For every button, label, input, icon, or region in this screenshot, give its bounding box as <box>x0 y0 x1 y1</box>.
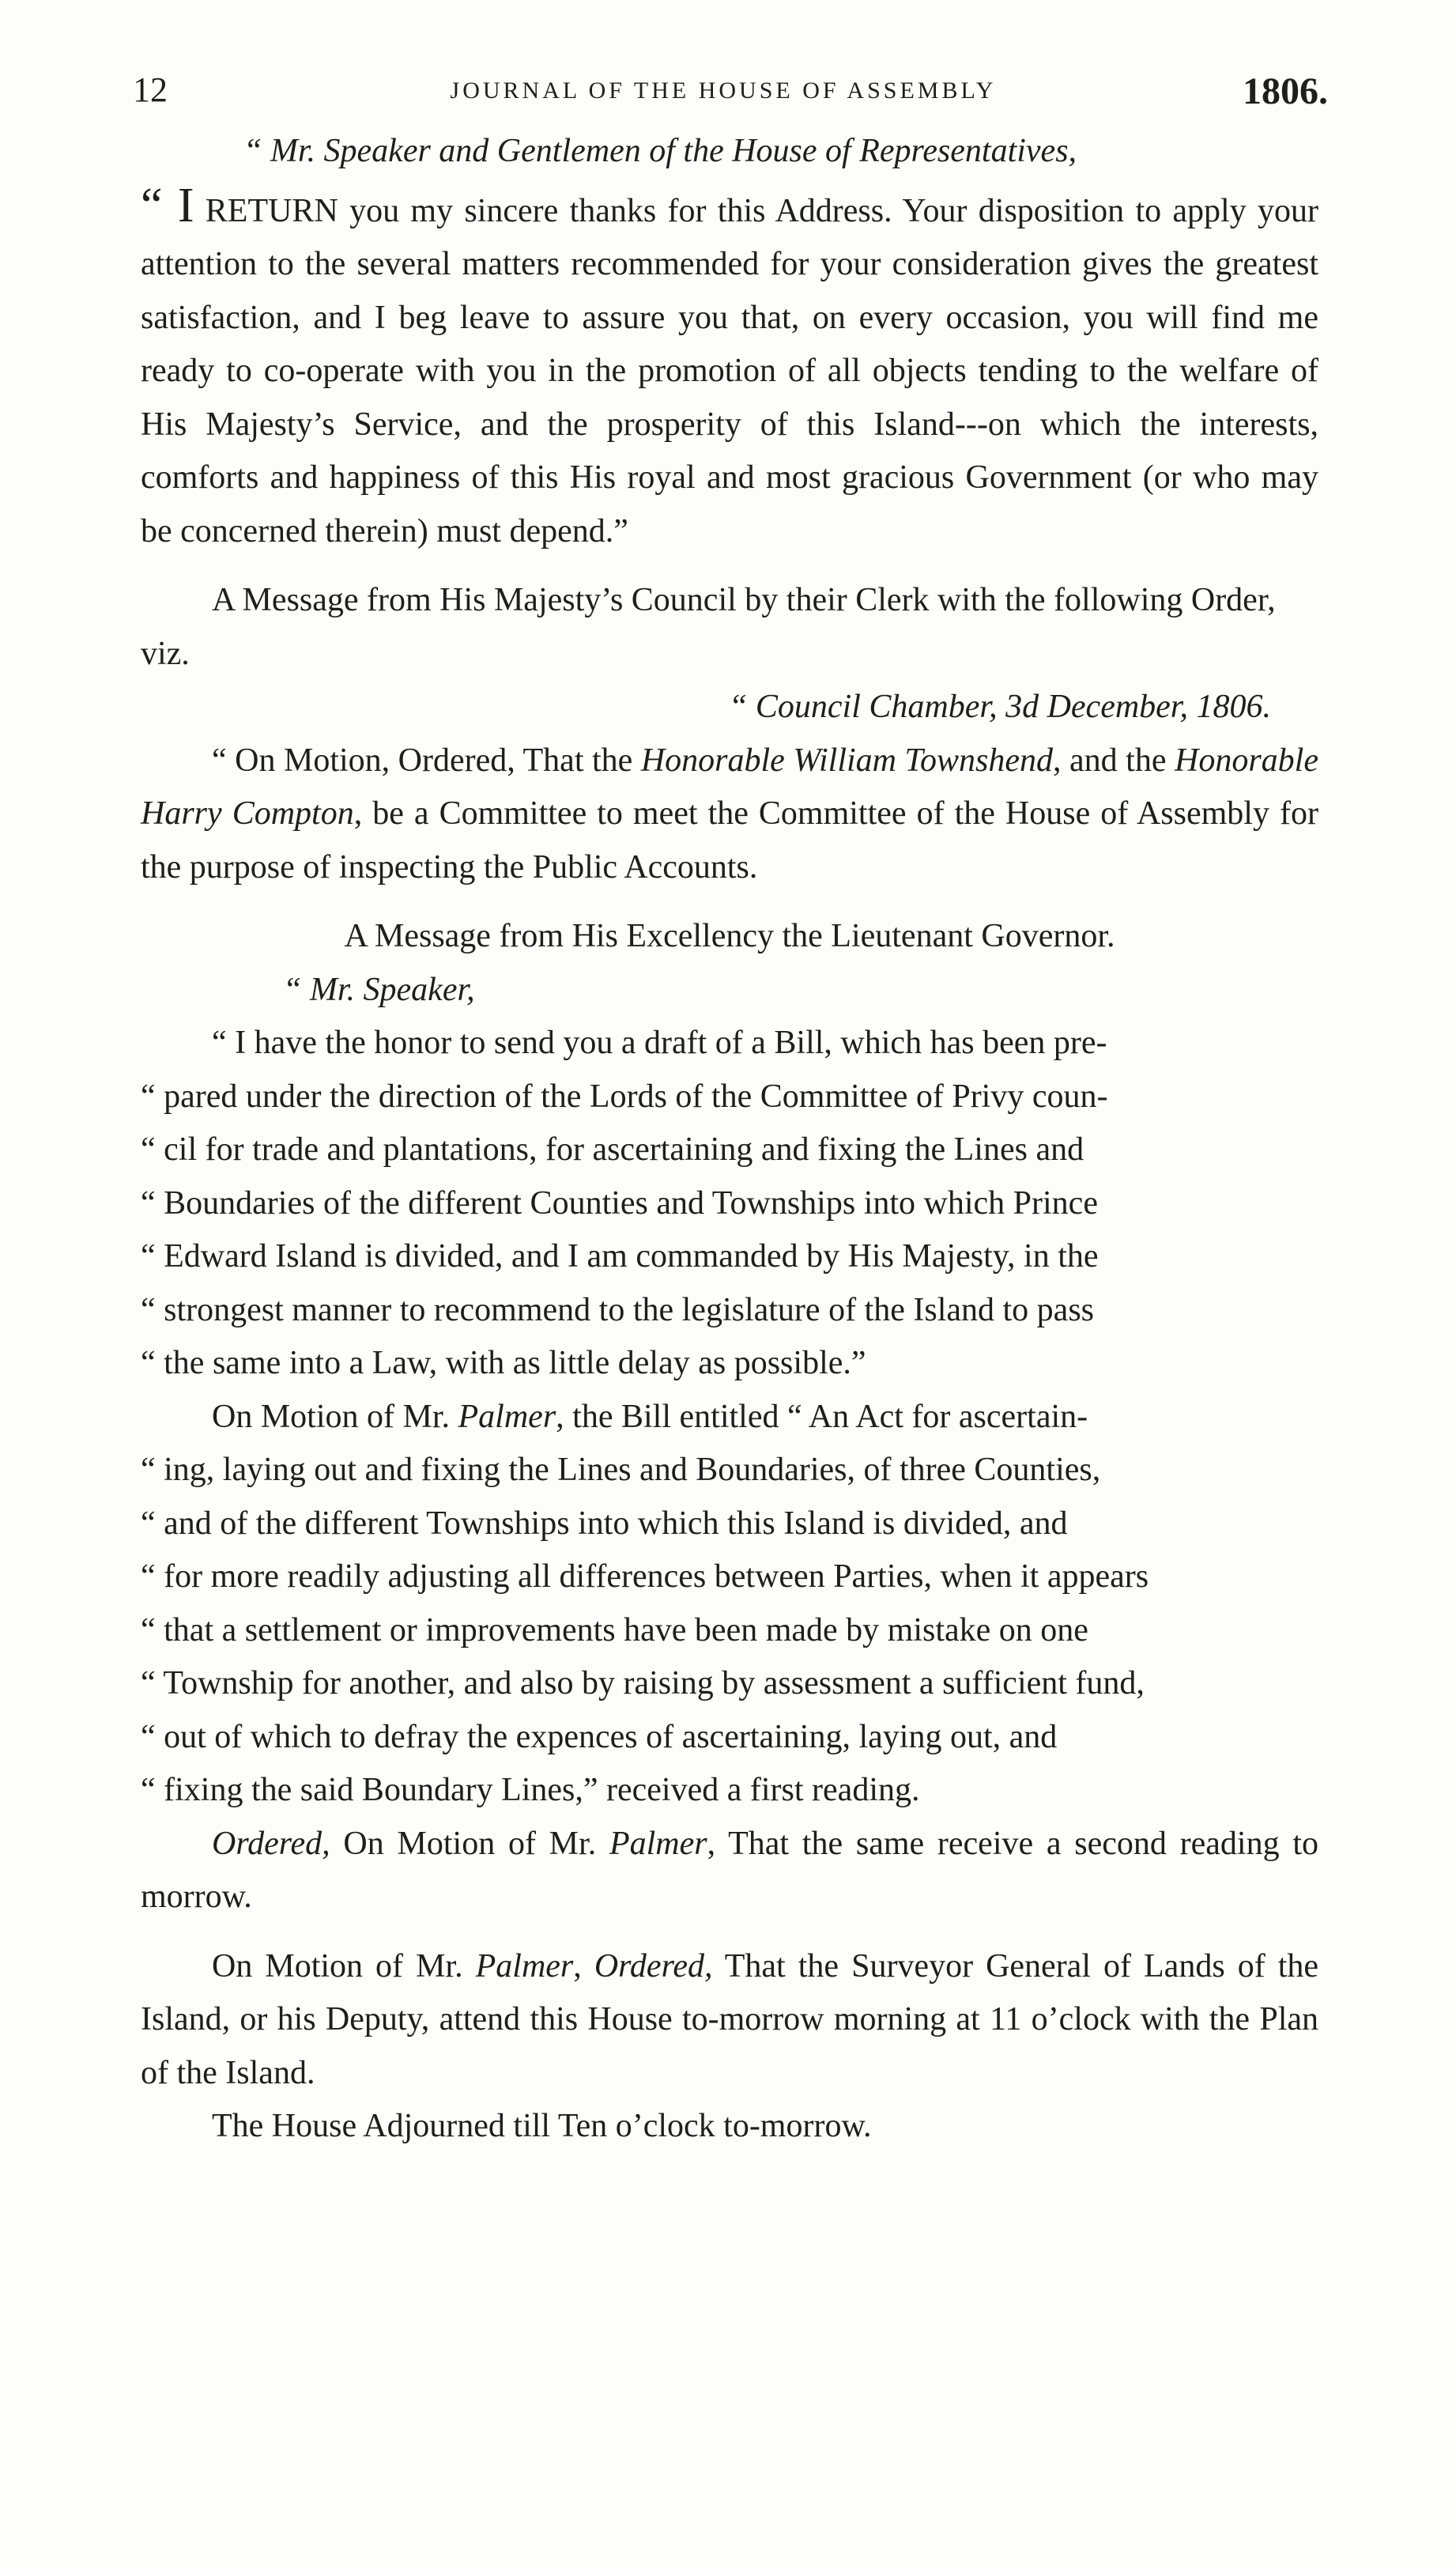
bill-line: “ fixing the said Boundary Lines,” received a first reading. <box>141 1772 920 1808</box>
council-message-intro: A Message from His Majesty’s Council by their Clerk with the following Order, viz. <box>141 582 1276 672</box>
reply-dropcap: “ I <box>141 178 194 232</box>
page-header <box>119 70 1328 117</box>
council-order-pre: “ On Motion, Ordered, That the <box>212 742 641 779</box>
bill-title-start: , the Bill entitled “ An Act for ascertain- <box>556 1398 1088 1435</box>
second-reading-post: , That the same receive a second reading to morrow. <box>141 1825 1319 1915</box>
bill-motion-pre: On Motion of Mr. <box>212 1398 458 1435</box>
governor-message-intro: A Message from His Excellency the Lieutenant Governor. <box>344 918 1115 954</box>
ordered-label: Ordered, <box>594 1947 713 1985</box>
surveyor-pre: On Motion of Mr. <box>212 1947 476 1985</box>
member-name: Palmer <box>475 1947 574 1985</box>
bill-line: “ Township for another, and also by raising by assessment a sufficient fund, <box>141 1665 1145 1701</box>
running-title: JOURNAL OF THE HOUSE OF ASSEMBLY <box>450 77 997 104</box>
header-year: 1806. <box>1243 70 1328 112</box>
reply-salutation: “ Mr. Speaker and Gentlemen of the House of Representatives, <box>243 133 1077 169</box>
governor-line: “ I have the honor to send you a draft of a Bill, which has been pre- <box>212 1025 1107 1061</box>
surveyor-post: That the Surveyor General of Lands of the Island, or his Deputy, attend this House to-morrow morning at 11 o’clock with the Plan of the Island. <box>141 1947 1319 2091</box>
member-name: Palmer <box>458 1398 556 1435</box>
council-order-post: , be a Committee to meet the Committee of the House of Assembly for the purpose of inspecting the Public Accounts. <box>141 795 1318 886</box>
governor-line: “ Boundaries of the different Counties and Townships into which Prince <box>141 1184 1098 1222</box>
second-reading-pre: On Motion of Mr. <box>330 1825 609 1862</box>
governor-line: “ the same into a Law, with as little delay as possible.” <box>141 1345 866 1381</box>
reply-text: RETURN you my sincere thanks for this Address. Your disposition to apply your attention to the several matters recommended for your consideration gives the greatest satisfaction, and I beg leave to assure you that, on every occasion, you will find me ready to co-operate with you in the promotion of all objects tending to the welfare of His Majesty’s Service, and the prosperity of this Island---on which the interests, comforts and happiness of this His royal and most gracious Government (or who may be concerned therein) must depend.” <box>141 192 1319 549</box>
bill-line <box>141 1391 1318 1444</box>
governor-line: “ strongest manner to recommend to the legislature of the Island to pass <box>141 1291 1095 1328</box>
bill-line: “ ing, laying out and fixing the Lines and Boundaries, of three Counties, <box>141 1452 1101 1488</box>
governor-line: “ pared under the direction of the Lords of the Committee of Privy coun- <box>141 1078 1108 1115</box>
council-member-1: Honorable William Townshend <box>640 742 1054 779</box>
surveyor-order: On Motion of Mr. Palmer, Ordered, That the Surveyor General of Lands of the Island, or his Deputy, attend this House to-morrow morning at 11 o’clock with the Plan of the Island. <box>141 1947 1319 2091</box>
member-name: Palmer <box>609 1825 707 1862</box>
council-dateline: “ Council Chamber, 3d December, 1806. <box>729 689 1271 725</box>
bill-line: “ and of the different Townships into which this Island is divided, and <box>141 1505 1068 1542</box>
bill-motion <box>141 1391 1318 1818</box>
adjournment-line: The House Adjourned till Ten o’clock to-morrow. <box>212 2108 872 2144</box>
governor-message-text <box>141 1017 1318 1391</box>
governor-salutation: “ Mr. Speaker, <box>283 971 475 1008</box>
journal-body <box>141 125 1318 2154</box>
council-member-2: Honorable Harry Compton <box>141 742 1318 832</box>
governor-line: “ cil for trade and plantations, for ascertaining and fixing the Lines and <box>141 1131 1084 1168</box>
bill-line: “ out of which to defray the expences of ascertaining, laying out, and <box>141 1718 1058 1755</box>
governor-line: “ Edward Island is divided, and I am commanded by His Majesty, in the <box>141 1238 1099 1275</box>
council-order-mid: , and the <box>1053 742 1175 779</box>
bill-line: “ that a settlement or improvements have been made by mistake on one <box>141 1611 1088 1648</box>
second-reading-order <box>141 1818 1318 1924</box>
council-order <box>141 735 1318 895</box>
page-number: 12 <box>133 70 168 109</box>
ordered-label: Ordered, <box>212 1825 330 1862</box>
bill-line: “ for more readily adjusting all differences between Parties, when it appears <box>141 1558 1149 1595</box>
reply-paragraph <box>141 178 1319 559</box>
